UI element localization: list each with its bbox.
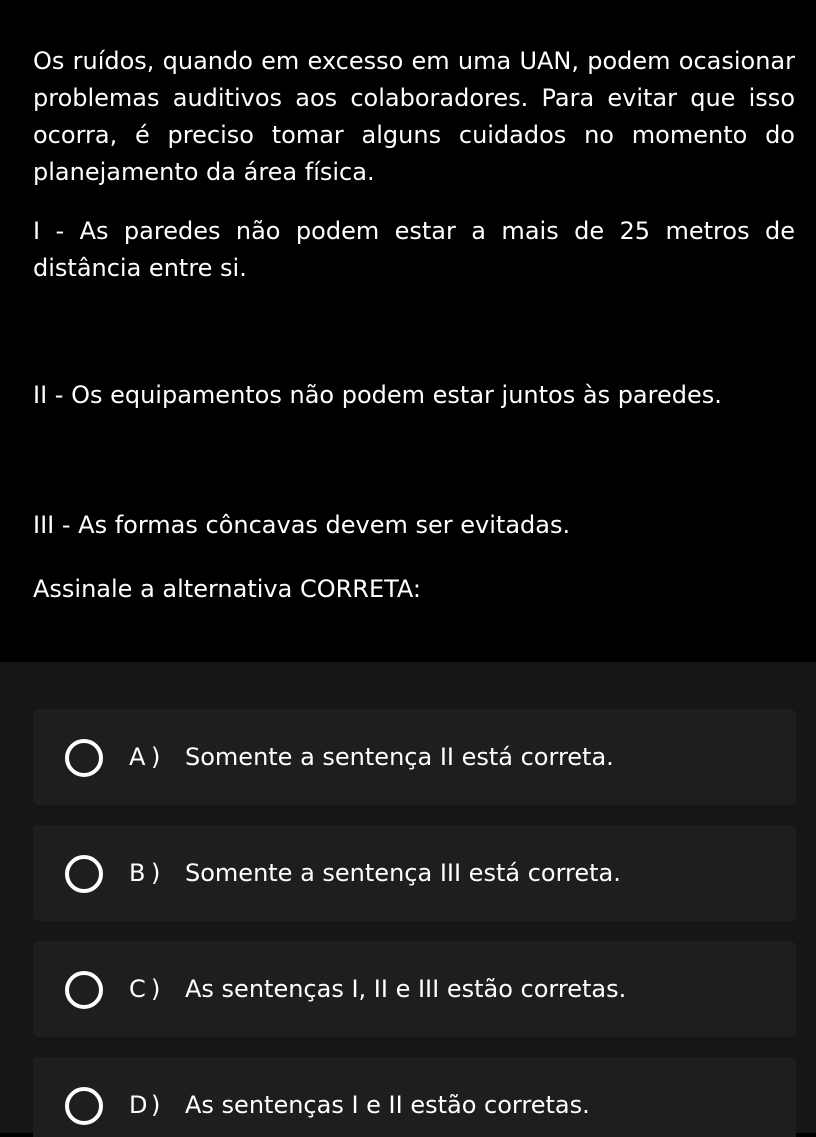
option-text: Somente a sentença III está correta. [185, 859, 621, 887]
radio-unchecked-icon[interactable] [65, 971, 103, 1009]
option-letter: D [129, 1091, 148, 1119]
option-paren: ) [151, 975, 161, 1003]
option-text: Somente a sentença II está correta. [185, 743, 614, 771]
question-prompt: Assinale a alternativa CORRETA: [33, 575, 421, 603]
radio-unchecked-icon[interactable] [65, 739, 103, 777]
statement-3: III - As formas côncavas devem ser evitadas. [33, 511, 571, 539]
option-b[interactable] [33, 825, 796, 921]
radio-unchecked-icon[interactable] [65, 1087, 103, 1125]
option-paren: ) [151, 1091, 161, 1119]
option-a[interactable] [33, 709, 796, 805]
option-letter: A [129, 743, 146, 771]
answer-options-panel [0, 662, 816, 1133]
option-paren: ) [151, 859, 161, 887]
option-c[interactable] [33, 941, 796, 1037]
radio-unchecked-icon[interactable] [65, 855, 103, 893]
option-letter: B [129, 859, 146, 887]
statement-1: I - As paredes não podem estar a mais de 25 metros de distância entre si. [33, 217, 795, 282]
option-letter: C [129, 975, 146, 1003]
option-text: As sentenças I e II estão corretas. [185, 1091, 590, 1119]
option-paren: ) [151, 743, 161, 771]
option-d[interactable] [33, 1057, 796, 1137]
question-intro: Os ruídos, quando em excesso em uma UAN, podem ocasionar problemas auditivos aos colaboradores. Para evitar que isso ocorra, é preciso tomar alguns cuidados no momento do planejamento da área física. [33, 47, 795, 186]
option-text: As sentenças I, II e III estão corretas. [185, 975, 627, 1003]
statement-2: II - Os equipamentos não podem estar juntos às paredes. [33, 381, 722, 409]
